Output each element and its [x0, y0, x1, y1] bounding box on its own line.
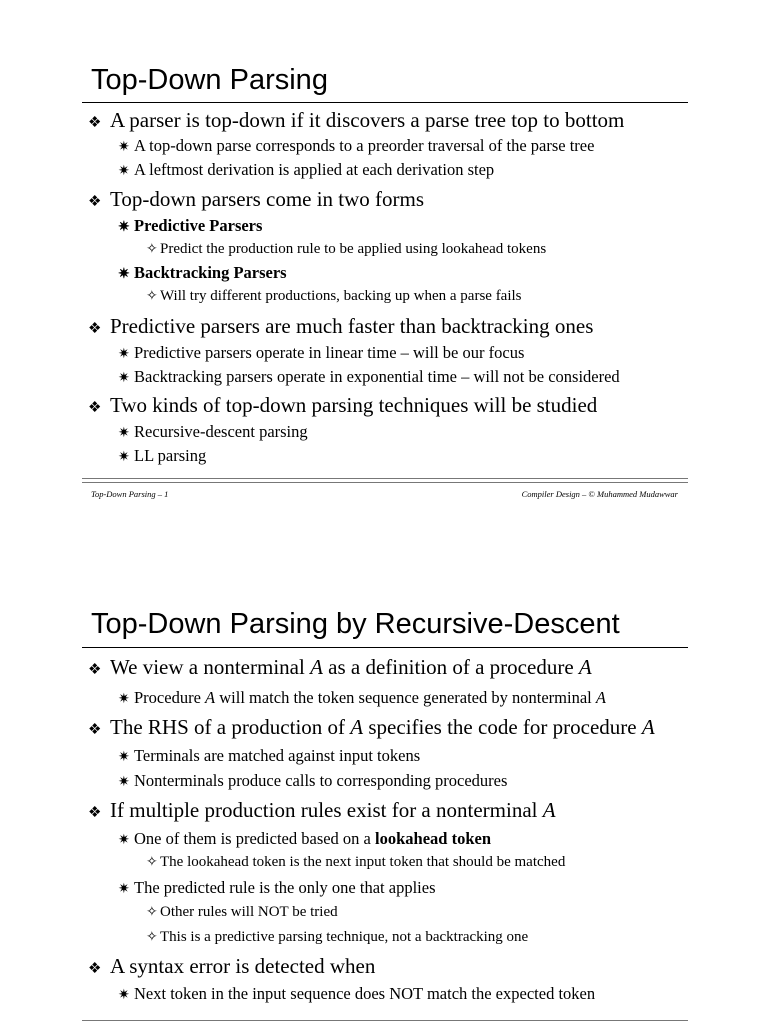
star-bullet-icon: ✷ [118, 426, 130, 441]
star-outline-bullet-icon: ✧ [146, 289, 158, 304]
star-bullet-icon: ✷ [118, 775, 130, 790]
footer-copyright: Compiler Design – © Muhammed Mudawwar [521, 489, 678, 499]
bullet-l1: ❖ Top-down parsers come in two forms [88, 187, 425, 211]
bullet-l2: ✷ Next token in the input sequence does NOT match the expected token [118, 984, 596, 1003]
bullet-l3: ✧ The lookahead token is the next input token that should be matched [146, 854, 566, 870]
title-rule [82, 102, 688, 103]
diamond-bullet-icon: ❖ [88, 194, 102, 210]
bullet-l2: ✷ One of them is predicted based on a lookahead token [118, 829, 491, 848]
star-bullet-icon: ✷ [118, 833, 130, 848]
bullet-l2: ✷ Predictive parsers operate in linear time – will be our focus [118, 343, 525, 362]
bullet-l3: ✧ Will try different productions, backing up when a parse fails [146, 288, 522, 304]
diamond-bullet-icon: ❖ [88, 722, 102, 738]
diamond-bullet-icon: ❖ [88, 662, 102, 678]
star-outline-bullet-icon: ✧ [146, 905, 158, 920]
slide-title: Top-Down Parsing by Recursive-Descent [91, 608, 620, 640]
slide-2 [0, 560, 768, 1024]
star-bullet-icon: ✷ [118, 692, 130, 707]
bullet-l2: ✷ Backtracking Parsers [118, 263, 287, 282]
bullet-l2: ✷ Nonterminals produce calls to corresponding procedures [118, 771, 508, 790]
footer-rule [82, 482, 688, 483]
star-bullet-icon: ✷ [118, 988, 130, 1003]
bullet-l3: ✧ Predict the production rule to be applied using lookahead tokens [146, 241, 547, 257]
bullet-l2: ✷ Procedure A will match the token sequence generated by nonterminal A [118, 688, 606, 707]
bullet-l1: ❖ Two kinds of top-down parsing techniques will be studied [88, 393, 598, 417]
star-outline-bullet-icon: ✧ [146, 930, 158, 945]
star-bullet-icon: ✷ [118, 140, 130, 155]
star-bullet-icon: ✷ [118, 371, 130, 386]
bullet-l2: ✷ A top-down parse corresponds to a preorder traversal of the parse tree [118, 136, 595, 155]
bullet-l1: ❖ Predictive parsers are much faster than backtracking ones [88, 314, 594, 338]
bullet-l3: ✧ Other rules will NOT be tried [146, 904, 338, 920]
bullet-l2: ✷ The predicted rule is the only one that applies [118, 878, 436, 897]
footer-page-label: Top-Down Parsing – 1 [91, 489, 169, 499]
bullet-l1: ❖ The RHS of a production of A specifies the code for procedure A [88, 715, 655, 739]
diamond-bullet-icon: ❖ [88, 805, 102, 821]
bullet-l2: ✷ LL parsing [118, 446, 207, 465]
bullet-l2: ✷ Recursive-descent parsing [118, 422, 308, 441]
bullet-l2: ✷ Backtracking parsers operate in exponential time – will not be considered [118, 367, 620, 386]
star-bullet-icon: ✷ [118, 450, 130, 465]
footer-rule [82, 478, 688, 479]
star-bullet-icon: ✷ [118, 347, 130, 362]
bullet-l2: ✷ A leftmost derivation is applied at each derivation step [118, 160, 495, 179]
bullet-l3: ✧ This is a predictive parsing technique, not a backtracking one [146, 929, 529, 945]
star-outline-bullet-icon: ✧ [146, 242, 158, 257]
bullet-l1: ❖ If multiple production rules exist for a nonterminal A [88, 798, 556, 822]
slide-title: Top-Down Parsing [91, 64, 328, 96]
diamond-bullet-icon: ❖ [88, 321, 102, 337]
bullet-l1: ❖ A parser is top-down if it discovers a parse tree top to bottom [88, 108, 625, 132]
star-bullet-icon: ✷ [118, 267, 130, 282]
diamond-bullet-icon: ❖ [88, 961, 102, 977]
bullet-l1: ❖ We view a nonterminal A as a definition of a procedure A [88, 655, 592, 679]
bullet-l2: ✷ Terminals are matched against input tokens [118, 746, 421, 765]
star-bullet-icon: ✷ [118, 882, 130, 897]
star-bullet-icon: ✷ [118, 750, 130, 765]
footer-rule [82, 1020, 688, 1021]
star-bullet-icon: ✷ [118, 220, 130, 235]
star-outline-bullet-icon: ✧ [146, 855, 158, 870]
bullet-l1: ❖ A syntax error is detected when [88, 954, 376, 978]
title-rule [82, 647, 688, 648]
diamond-bullet-icon: ❖ [88, 400, 102, 416]
diamond-bullet-icon: ❖ [88, 115, 102, 131]
star-bullet-icon: ✷ [118, 164, 130, 179]
bullet-l2: ✷ Predictive Parsers [118, 216, 263, 235]
